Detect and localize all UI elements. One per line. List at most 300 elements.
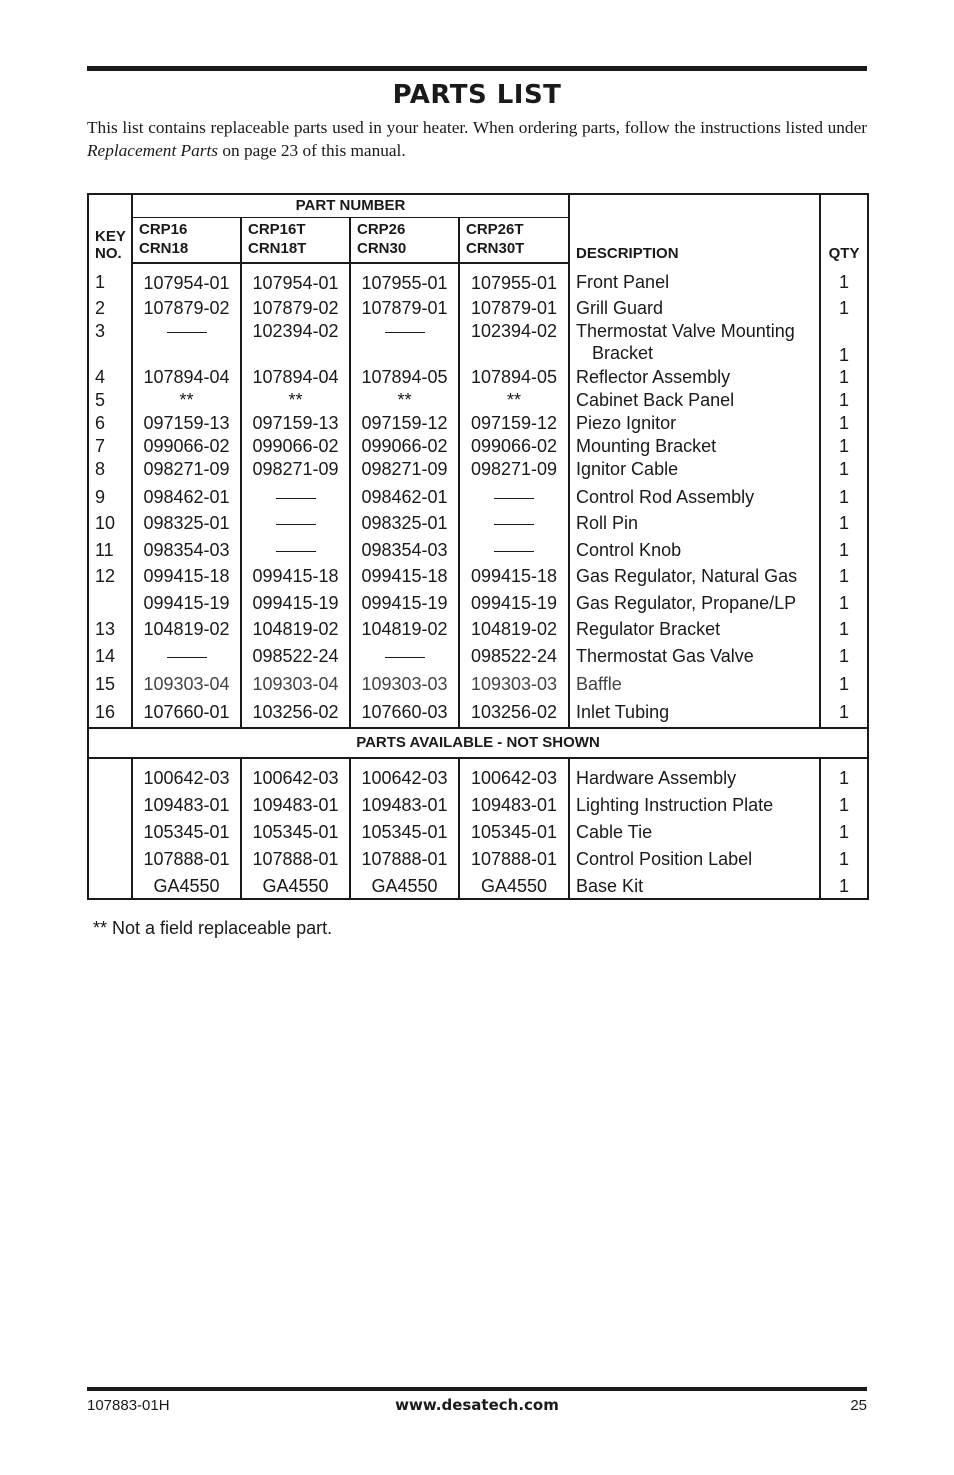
part-number: 107879-01 [470,298,558,318]
part-number: 098522-24 [470,646,558,666]
part-number-cell [350,435,459,458]
model-code: CRP26T [466,221,524,238]
part-number: 107955-01 [361,273,448,293]
description: Piezo Ignitor [576,413,677,433]
part-number: 099066-02 [470,436,558,456]
table-row [88,561,868,587]
part-number-cell [132,587,241,614]
part-number-cell [132,640,241,667]
part-number: 099415-18 [470,566,558,586]
document-number: 107883-01H [87,1397,170,1414]
table-row [88,695,868,728]
part-number-cell [241,640,350,667]
part-number-cell [459,435,569,458]
part-number-cell [241,435,350,458]
part-number-cell [350,320,459,366]
part-number-cell [132,320,241,366]
part-number: 107660-01 [143,702,230,722]
table-row [88,366,868,389]
quantity: 1 [820,758,868,789]
key-number: 6 [88,412,132,435]
part-number: 107888-01 [252,849,339,869]
part-number-cell [459,667,569,695]
part-number: 098354-03 [361,540,448,560]
part-number-cell [132,667,241,695]
part-number-cell [132,614,241,640]
part-number: GA4550 [153,876,220,896]
description: Grill Guard [576,298,664,318]
part-number: 105345-01 [252,822,339,842]
part-number: 109483-01 [470,795,558,815]
table-row [88,320,868,366]
key-number [88,587,132,614]
not-applicable-dash [276,498,316,499]
model-header-3 [459,218,569,264]
description-cell [569,263,820,297]
part-number-cell [350,458,459,481]
description: Cable Tie [569,816,820,843]
description: Thermostat Valve Mounting [576,321,795,341]
table-row [88,667,868,695]
key-number: 13 [88,614,132,640]
part-number: 105345-01 [470,822,558,842]
quantity: 1 [820,458,868,481]
description: Lighting Instruction Plate [569,789,820,816]
part-number: 099066-02 [143,436,230,456]
not-applicable-dash [494,551,534,552]
page-number: 25 [850,1397,867,1414]
parts-table [87,193,869,900]
part-number: 102394-02 [470,321,558,341]
table-row [88,412,868,435]
part-number-cell [350,614,459,640]
part-number-cell [241,667,350,695]
part-number-cell [459,843,569,870]
part-number-cell [241,366,350,389]
model-header-0 [132,218,241,264]
part-number: ** [288,390,303,410]
part-number: 102394-02 [252,321,339,341]
quantity: 1 [820,614,868,640]
model-header-2 [350,218,459,264]
part-number-cell [350,263,459,297]
not-shown-row [88,758,868,789]
part-number-cell [350,843,459,870]
part-number-cell [459,366,569,389]
website-link[interactable]: www.desatech.com [395,1396,559,1414]
part-number: 099066-02 [361,436,448,456]
part-number: 100642-03 [143,768,230,788]
part-number: 105345-01 [361,822,448,842]
part-number-cell [241,389,350,412]
table-row [88,263,868,297]
part-number: GA4550 [262,876,329,896]
part-number: 097159-12 [361,413,448,433]
part-number: 107894-04 [143,367,230,387]
part-number-cell [132,412,241,435]
part-number: 109303-04 [252,674,339,694]
key-number-empty [88,843,132,870]
part-number-cell [459,458,569,481]
description: Front Panel [576,272,670,292]
part-number-cell [241,458,350,481]
quantity: 1 [820,870,868,899]
model-code: CRP16T [248,221,306,238]
part-number: 100642-03 [252,768,339,788]
description-continued: Bracket [592,343,654,363]
part-number-cell [459,640,569,667]
intro-text-after: on page 23 of this manual. [218,141,406,160]
part-number-cell [132,389,241,412]
part-number: 098271-09 [252,459,339,479]
not-shown-row [88,816,868,843]
part-number: 107954-01 [252,273,339,293]
description-cell [569,695,820,728]
key-number-empty [88,789,132,816]
part-number-cell [350,640,459,667]
part-number: 099415-19 [470,593,558,613]
part-number: 099415-18 [361,566,448,586]
description: Cabinet Back Panel [576,390,735,410]
model-code: CRP16 [139,221,188,238]
part-number: 107879-02 [143,298,230,318]
part-number: 099415-19 [252,593,339,613]
part-number-cell [459,481,569,508]
key-number: 1 [88,263,132,297]
description: Gas Regulator, Propane/LP [576,593,797,613]
description: Base Kit [569,870,820,899]
part-number: 099415-18 [252,566,339,586]
part-number: 098462-01 [361,487,448,507]
description: Regulator Bracket [576,619,721,639]
part-number: 104819-02 [252,619,339,639]
part-number-cell [459,297,569,320]
part-number-cell [132,843,241,870]
key-number-empty [88,816,132,843]
not-applicable-dash [167,657,207,658]
footnote: ** Not a field replaceable part. [93,918,333,938]
model-code: CRP26 [357,221,406,238]
quantity: 1 [820,508,868,534]
key-number: 2 [88,297,132,320]
key-header: KEY NO. [88,194,132,263]
part-number: 098271-09 [143,459,230,479]
table-row [88,297,868,320]
key-number: 7 [88,435,132,458]
part-number-cell [459,508,569,534]
part-number-cell [132,870,241,899]
not-applicable-dash [494,524,534,525]
part-number-cell [132,481,241,508]
part-number: 107894-05 [470,367,558,387]
part-number: ** [507,390,522,410]
description: Control Position Label [569,843,820,870]
part-number-cell [459,263,569,297]
part-number-cell [132,263,241,297]
part-number-cell [132,458,241,481]
part-number: 103256-02 [470,702,558,722]
part-number-cell [350,758,459,789]
model-code: CRN18 [139,240,189,257]
quantity: 1 [820,263,868,297]
quantity: 1 [820,695,868,728]
key-number: 12 [88,561,132,587]
part-number-cell [241,297,350,320]
description: Mounting Bracket [576,436,717,456]
part-number: GA4550 [371,876,438,896]
part-number-cell [350,561,459,587]
part-number-cell [459,695,569,728]
part-number-cell [132,816,241,843]
part-number-cell [132,435,241,458]
description-cell [569,435,820,458]
part-number-cell [459,870,569,899]
quantity: 1 [820,534,868,561]
description: Ignitor Cable [576,459,679,479]
key-number: 10 [88,508,132,534]
part-number-cell [241,320,350,366]
part-number: 109303-03 [361,674,448,694]
part-number-cell [350,481,459,508]
not-applicable-dash [276,551,316,552]
intro-italic-reference: Replacement Parts [87,141,219,160]
intro-text-before: This list contains replaceable parts used in your heater. When ordering parts, follow the instructions listed under [87,118,867,137]
part-number-cell [132,561,241,587]
model-code: CRN18T [248,240,307,257]
part-number: 109303-03 [470,674,558,694]
table-row [88,458,868,481]
part-number: 104819-02 [143,619,230,639]
part-number-cell [350,389,459,412]
model-header-1 [241,218,350,264]
part-number-cell [350,366,459,389]
not-applicable-dash [167,332,207,333]
description: Control Rod Assembly [576,487,755,507]
part-number-cell [350,412,459,435]
table-row [88,534,868,561]
key-number: 4 [88,366,132,389]
key-number: 16 [88,695,132,728]
description-cell [569,667,820,695]
part-number: 104819-02 [470,619,558,639]
part-number: 105345-01 [143,822,230,842]
part-number: 109483-01 [143,795,230,815]
description-cell [569,614,820,640]
quantity: 1 [820,789,868,816]
part-number: ** [397,390,412,410]
table-row [88,614,868,640]
description: Baffle [576,674,622,694]
part-number-cell [132,508,241,534]
description-cell [569,640,820,667]
part-number: 107888-01 [143,849,230,869]
page-title: PARTS LIST [392,80,562,110]
description-cell [569,508,820,534]
key-number: 3 [88,320,132,366]
table-row [88,640,868,667]
part-number-header: PART NUMBER [132,194,569,218]
part-number-cell [459,614,569,640]
part-number: 098325-01 [143,513,230,533]
part-number-cell [132,366,241,389]
table-row [88,435,868,458]
description-header: DESCRIPTION [569,194,820,263]
part-number-cell [350,508,459,534]
part-number: ** [179,390,194,410]
intro-paragraph [87,116,867,162]
part-number: 107954-01 [143,273,230,293]
description: Roll Pin [576,513,639,533]
part-number-cell [132,758,241,789]
description-cell [569,320,820,366]
part-number-cell [459,561,569,587]
model-code: CRN30 [357,240,407,257]
part-number: 098462-01 [143,487,230,507]
part-number-cell [459,587,569,614]
not-applicable-dash [494,498,534,499]
quantity: 1 [820,481,868,508]
description: Gas Regulator, Natural Gas [576,566,798,586]
not-applicable-dash [276,524,316,525]
part-number: 107888-01 [470,849,558,869]
part-number-cell [241,263,350,297]
part-number-cell [241,614,350,640]
table-row [88,587,868,614]
part-number: 097159-13 [143,413,230,433]
part-number-cell [241,695,350,728]
part-number-cell [241,561,350,587]
key-number-empty [88,758,132,789]
description: Thermostat Gas Valve [576,646,754,666]
part-number: 107888-01 [361,849,448,869]
part-number-cell [132,297,241,320]
part-number: 098271-09 [361,459,448,479]
description: Hardware Assembly [569,758,820,789]
part-number-cell [350,534,459,561]
part-number: 097159-13 [252,413,339,433]
part-number: 107894-05 [361,367,448,387]
part-number-cell [459,389,569,412]
key-number: 11 [88,534,132,561]
part-number-cell [459,320,569,366]
part-number-cell [241,789,350,816]
part-number-cell [241,412,350,435]
description-cell [569,366,820,389]
description-cell [569,587,820,614]
not-shown-row [88,789,868,816]
description-cell [569,561,820,587]
part-number-cell [241,508,350,534]
part-number: 107660-03 [361,702,448,722]
part-number-cell [241,816,350,843]
part-number: 107894-04 [252,367,339,387]
quantity: 1 [820,843,868,870]
part-number: 098354-03 [143,540,230,560]
description-cell [569,297,820,320]
part-number-cell [241,587,350,614]
part-number-cell [459,789,569,816]
key-number: 14 [88,640,132,667]
quantity: 1 [820,320,868,366]
part-number-cell [350,587,459,614]
key-number-empty [88,870,132,899]
quantity: 1 [820,412,868,435]
part-number: 109483-01 [252,795,339,815]
model-code: CRN30T [466,240,525,257]
part-number-cell [132,534,241,561]
part-number-cell [350,870,459,899]
not-applicable-dash [385,332,425,333]
quantity: 1 [820,366,868,389]
key-number: 9 [88,481,132,508]
part-number: 107955-01 [470,273,558,293]
description-cell [569,458,820,481]
part-number-cell [241,481,350,508]
part-number-cell [350,695,459,728]
part-number: 099415-19 [143,593,230,613]
part-number-cell [241,534,350,561]
description: Control Knob [576,540,682,560]
quantity: 1 [820,297,868,320]
part-number-cell [132,789,241,816]
not-shown-row [88,843,868,870]
key-number: 8 [88,458,132,481]
part-number-cell [350,816,459,843]
quantity: 1 [820,667,868,695]
table-row [88,508,868,534]
quantity: 1 [820,640,868,667]
quantity: 1 [820,816,868,843]
table-row [88,389,868,412]
part-number-cell [350,789,459,816]
part-number: GA4550 [480,876,548,896]
part-number-cell [241,758,350,789]
part-number: 103256-02 [252,702,339,722]
description-cell [569,389,820,412]
part-number: 109303-04 [143,674,230,694]
part-number: 107879-01 [361,298,448,318]
part-number: 104819-02 [361,619,448,639]
bottom-rule [87,1387,867,1391]
description: Reflector Assembly [576,367,731,387]
quantity: 1 [820,435,868,458]
part-number-cell [459,758,569,789]
top-rule [87,66,867,71]
not-shown-row [88,870,868,899]
quantity: 1 [820,389,868,412]
quantity: 1 [820,587,868,614]
part-number-cell [350,667,459,695]
part-number-cell [241,843,350,870]
not-shown-section-header: PARTS AVAILABLE - NOT SHOWN [88,728,868,758]
quantity: 1 [820,561,868,587]
part-number: 099415-19 [361,593,448,613]
qty-header: QTY [820,194,868,263]
description: Inlet Tubing [576,702,670,722]
part-number: 107879-02 [252,298,339,318]
key-number: 5 [88,389,132,412]
part-number: 099066-02 [252,436,339,456]
part-number: 098271-09 [470,459,558,479]
part-number-cell [350,297,459,320]
table-row [88,481,868,508]
part-number: 109483-01 [361,795,448,815]
part-number: 098325-01 [361,513,448,533]
part-number: 097159-12 [470,413,558,433]
description-cell [569,481,820,508]
part-number: 098522-24 [252,646,339,666]
description-cell [569,534,820,561]
